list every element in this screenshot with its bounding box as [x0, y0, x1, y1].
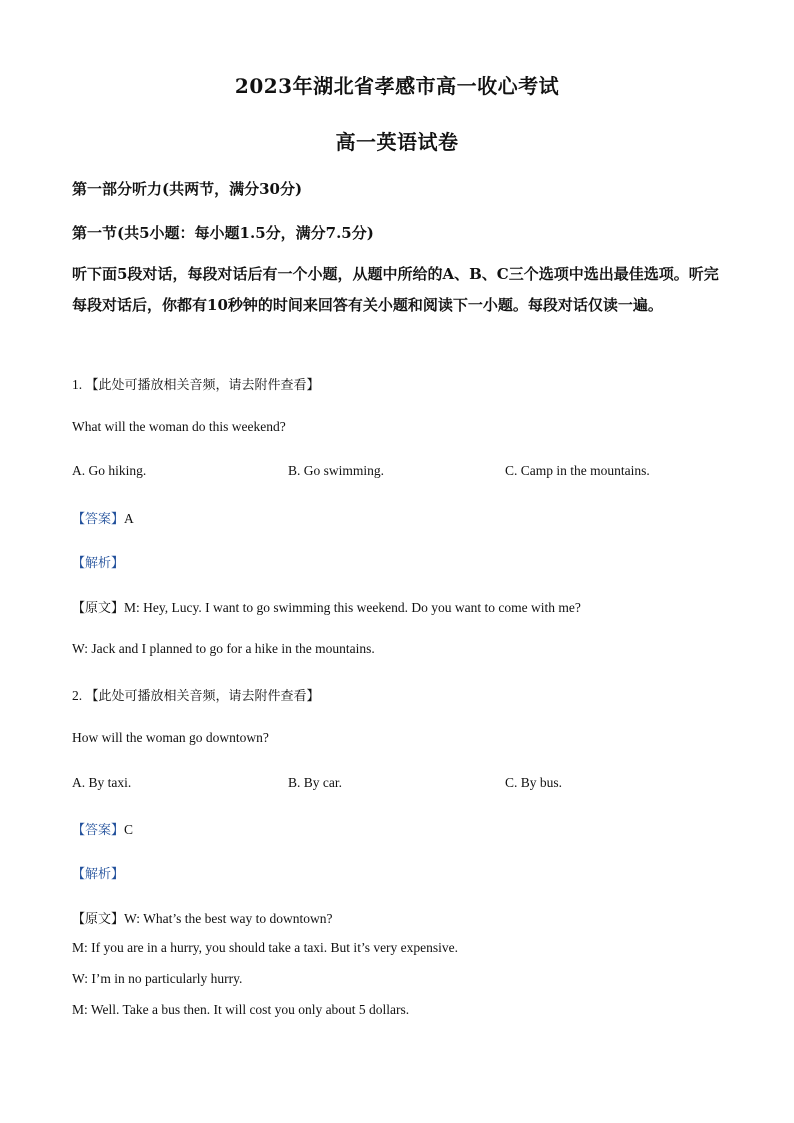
section-one-heading: 第一节(共5小题：每小题1.5分，满分7.5分)	[72, 224, 374, 242]
q2-option-c: C. By bus.	[505, 775, 563, 790]
audio-note: 【此处可播放相关音频，请去附件查看】	[85, 689, 320, 704]
q1-answer	[72, 508, 134, 527]
q2-analysis-label: 【解析】	[72, 867, 125, 882]
answer-value: C	[124, 822, 134, 837]
part-one-heading: 第一部分听力(共两节，满分30分)	[72, 180, 303, 198]
question-2-text: How will the woman go downtown?	[72, 730, 269, 745]
question-number: 2.	[72, 688, 83, 703]
answer-label: 【答案】	[72, 823, 125, 838]
q1-option-c: C. Camp in the mountains.	[505, 463, 650, 478]
q1-option-b: B. Go swimming.	[288, 463, 385, 478]
q1-transcript-line-1	[72, 597, 581, 616]
q1-option-a: A. Go hiking.	[72, 463, 147, 478]
q1-transcript-line-2: W: Jack and I planned to go for a hike in the mountains.	[72, 641, 375, 656]
q2-option-b: B. By car.	[288, 775, 342, 790]
subject-title: 高一英语试卷	[335, 130, 459, 154]
exam-title: 2023年湖北省孝感市高一收心考试	[234, 74, 560, 98]
question-2-header	[72, 685, 320, 704]
answer-label: 【答案】	[72, 512, 125, 527]
q1-analysis-label: 【解析】	[72, 556, 125, 571]
q2-transcript-line-4: M: Well. Take a bus then. It will cost you only about 5 dollars.	[72, 1002, 410, 1017]
q2-answer	[72, 819, 133, 838]
question-number: 1.	[72, 377, 83, 392]
audio-note: 【此处可播放相关音频，请去附件查看】	[85, 378, 320, 393]
q2-transcript-line-1	[72, 908, 332, 927]
question-1-header	[72, 374, 320, 393]
q2-option-a: A. By taxi.	[72, 775, 132, 790]
transcript-text: W: What’s the best way to downtown?	[124, 911, 333, 926]
transcript-text: M: Hey, Lucy. I want to go swimming this weekend. Do you want to come with me?	[124, 600, 581, 615]
q2-transcript-line-3: W: I’m in no particularly hurry.	[72, 971, 243, 986]
original-label: 【原文】	[72, 912, 125, 927]
q2-transcript-line-2: M: If you are in a hurry, you should take a taxi. But it’s very expensive.	[72, 940, 459, 955]
question-1-text: What will the woman do this weekend?	[72, 419, 286, 434]
answer-value: A	[124, 511, 134, 526]
instructions: 听下面5段对话，每段对话后有一个小题，从题中所给的A、B、C三个选项中选出最佳选项。听完每段对话后，你都有10秒钟的时间来回答有关小题和阅读下一小题。每段对话仅读一遍。	[72, 265, 719, 314]
original-label: 【原文】	[72, 601, 125, 616]
